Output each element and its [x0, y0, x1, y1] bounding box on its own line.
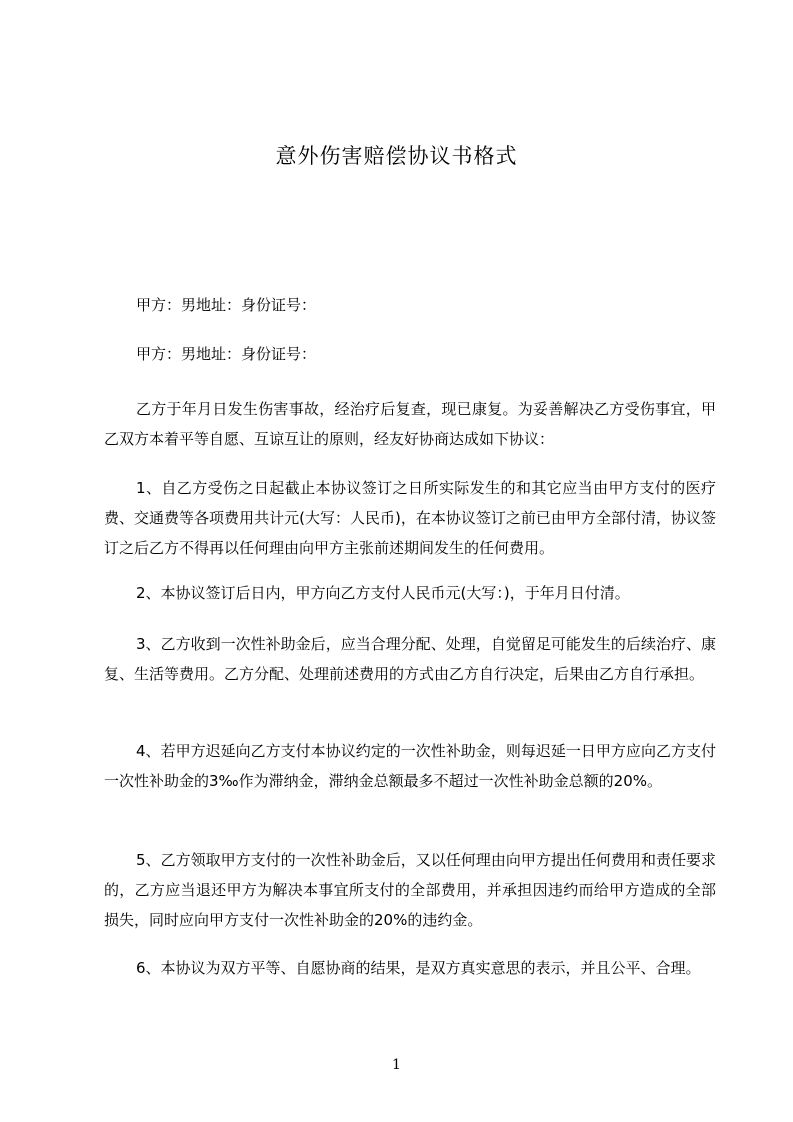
- clause-5: 5、乙方领取甲方支付的一次性补助金后，又以任何理由向甲方提出任何费用和责任要求的，乙方应当退还甲方为解决本事宜所支付的全部费用，并承担因违约而给甲方造成的全部损失，同时应向甲方支付一次性补助金的20%的违约金。: [104, 851, 716, 929]
- page-number: 1: [392, 1057, 401, 1073]
- document-title: 意外伤害赔偿协议书格式: [275, 144, 518, 168]
- clause-6: 6、本协议为双方平等、自愿协商的结果，是双方真实意思的表示，并且公平、合理。: [136, 959, 701, 977]
- intro-paragraph: 乙方于年月日发生伤害事故，经治疗后复查，现已康复。为妥善解决乙方受伤事宜，甲乙双方本着平等自愿、互谅互让的原则，经友好协商达成如下协议：: [104, 400, 716, 448]
- clause-3: 3、乙方收到一次性补助金后，应当合理分配、处理，自觉留足可能发生的后续治疗、康复、生活等费用。乙方分配、处理前述费用的方式由乙方自行决定，后果由乙方自行承担。: [104, 635, 716, 683]
- party-a-line-2: 甲方：男地址：身份证号：: [136, 345, 317, 363]
- clause-2: 2、本协议签订后日内，甲方向乙方支付人民币元(大写：)，于年月日付清。: [136, 584, 630, 602]
- clause-1: 1、自乙方受伤之日起截止本协议签订之日所实际发生的和其它应当由甲方支付的医疗费、交通费等各项费用共计元(大写：人民币)，在本协议签订之前已由甲方全部付清，协议签订之后乙方不得再以任何理由向甲方主张前述期间发生的任何费用。: [104, 479, 716, 557]
- clause-4: 4、若甲方迟延向乙方支付本协议约定的一次性补助金，则每迟延一日甲方应向乙方支付一次性补助金的3‰作为滞纳金，滞纳金总额最多不超过一次性补助金总额的20%。: [104, 742, 716, 790]
- party-a-line-1: 甲方：男地址：身份证号：: [136, 296, 317, 314]
